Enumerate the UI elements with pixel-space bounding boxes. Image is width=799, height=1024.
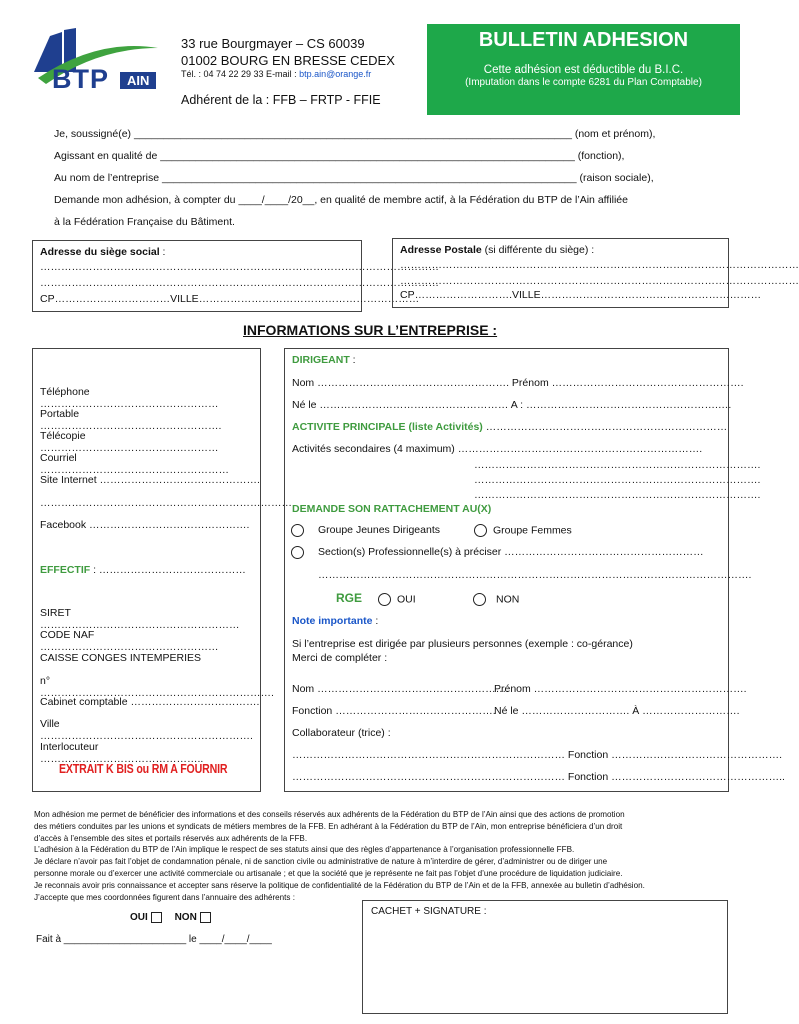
caisse-number-field[interactable]: n° …………………………………………………………. xyxy=(40,675,274,699)
intro-function-line[interactable]: Agissant en qualité de _______________________________________________________________________ (fonction), xyxy=(54,150,625,162)
legal-p2: des métiers conduites par les unions et syndicats de métiers membres de la FFB. En adhérant à la Fédération du BTP de l’Ain, mon entreprise bénéficiera d’un droit xyxy=(34,821,623,831)
siege-line2[interactable]: …………………………………………………………………………………………………… xyxy=(40,277,439,289)
logo-badge: AIN xyxy=(120,72,156,89)
collaborateur-label: Collaborateur (trice) : xyxy=(292,727,391,739)
interlocuteur-field[interactable]: Interlocuteur ……………………………………….. xyxy=(40,741,204,765)
extrait-notice: EXTRAIT K BIS ou RM A FOURNIR xyxy=(59,762,228,776)
annuaire-choice xyxy=(130,912,211,923)
annuaire-oui[interactable]: OUI xyxy=(130,912,162,923)
telephone-field[interactable]: Téléphone …………………………………………… xyxy=(40,386,219,410)
legal-p5: Je déclare n’avoir pas fait l’objet de condamnation pénale, ni de sanction civile ou administrative de nature à m’interdire de gérer, d’administrer ou de diriger une xyxy=(34,857,608,867)
intro-date-line[interactable]: Demande mon adhésion, à compter du ____/____/20__, en qualité de membre actif, à la Fédération du BTP de l’Ain affiliée xyxy=(54,194,628,206)
sections-radio[interactable] xyxy=(291,546,304,559)
logo xyxy=(28,28,163,98)
legal-p3: d’accès à l’ensemble des sites et portails réservés aux adhérents de la FFB. xyxy=(34,833,308,843)
collaborateur-line1[interactable]: …………………………………………………………………… Fonction …………………………………………. xyxy=(292,749,783,761)
activites-secondaires[interactable]: Activités secondaires (4 maximum) ……………………………………………………………. xyxy=(292,443,703,455)
rge-non[interactable]: NON xyxy=(473,593,519,606)
banner-title: BULLETIN ADHESION xyxy=(478,29,689,51)
logo-text: BTP xyxy=(52,64,109,94)
portable-field[interactable]: Portable ……………………………………………. xyxy=(40,408,222,432)
dirigeant-label: DIRIGEANT : xyxy=(292,354,356,366)
signature-label: CACHET + SIGNATURE : xyxy=(371,906,487,917)
postale-line2[interactable]: …………………………………………………………………………………………………… xyxy=(400,275,799,287)
rge-label: RGE xyxy=(336,591,363,605)
contact-line xyxy=(181,69,371,79)
intro-affiliation-line: à la Fédération Française du Bâtiment. xyxy=(54,216,235,228)
jeunes-radio[interactable] xyxy=(291,524,304,537)
left-info-box xyxy=(32,348,292,792)
siege-cp-ville[interactable]: CP……………………………VILLE……………………………………………………… xyxy=(40,293,420,305)
section-title: INFORMATIONS SUR L’ENTREPRISE : xyxy=(243,322,498,338)
right-info-box xyxy=(284,348,785,792)
telecopie-field[interactable]: Télécopie …………………………………………… xyxy=(40,430,219,454)
effectif-field[interactable]: EFFECTIF : …………………………………… xyxy=(40,564,246,576)
femmes-radio[interactable] xyxy=(474,524,487,537)
collaborateur-line2[interactable]: …………………………………………………………………… Fonction ………………………………………….. xyxy=(292,771,785,783)
note-line2: Merci de compléter : xyxy=(292,652,388,664)
banner-line2: (Imputation dans le compte 6281 du Plan Comptable) xyxy=(465,77,702,88)
naf-field[interactable]: CODE NAF …………………………………………… xyxy=(40,629,219,653)
option-sections[interactable]: Section(s) Professionnelle(s) à préciser ………………………………………………… xyxy=(291,546,704,559)
address-line2: 01002 BOURG EN BRESSE CEDEX xyxy=(181,53,395,68)
intro-name-line[interactable]: Je, soussigné(e) ___________________________________________________________________________ (nom et prénom), xyxy=(54,128,656,140)
caisse-label: CAISSE CONGES INTEMPERIES xyxy=(40,652,202,664)
site-field[interactable]: Site Internet ………………………………………. xyxy=(40,474,260,486)
legal-p7: Je reconnais avoir pris connaissance et accepter sans réserve la politique de confidentialité de la Fédération du BTP de l’Ain et de la FFB, annexée au bulletin d’adhésion. xyxy=(34,880,645,890)
postale-box xyxy=(392,238,799,308)
siege-label: Adresse du siège social : xyxy=(40,246,166,258)
rge-oui-radio[interactable] xyxy=(378,593,391,606)
codirigeant-fonction[interactable]: Fonction ………………………………………. xyxy=(292,705,496,717)
annuaire-non-checkbox[interactable] xyxy=(200,912,211,923)
secondaire-line3[interactable]: ………………………………………………………………………. xyxy=(474,489,761,501)
note-label: Note importante : xyxy=(292,615,379,627)
fait-a-line[interactable]: Fait à ______________________ le ____/____/____ xyxy=(36,934,272,945)
dirigeant-nom-prenom[interactable]: Nom ………………………………………………. Prénom ………………………………………………. xyxy=(292,377,744,389)
site-extra-line[interactable]: ……………………………………………………………… xyxy=(40,497,292,509)
secondaire-line2[interactable]: ………………………………………………………………………. xyxy=(474,474,761,486)
codirigeant-ne-le[interactable]: Né le …………………………. À ………………………. xyxy=(494,705,740,717)
ville-field[interactable]: Ville ……………………………………………………. xyxy=(40,718,253,742)
membership: Adhérent de la : FFB – FRTP - FFIE xyxy=(181,93,381,107)
legal-p1: Mon adhésion me permet de bénéficier des informations et des conseils réservés aux adhérents de la Fédération du BTP de l’Ain ainsi que des actions de promotion xyxy=(34,810,625,819)
rattachement-label: DEMANDE SON RATTACHEMENT AU(X) xyxy=(292,503,492,515)
banner xyxy=(427,24,740,115)
postale-line1[interactable]: …………………………………………………………………………………………………… xyxy=(400,259,799,271)
note-line1: Si l’entreprise est dirigée par plusieurs personnes (exemple : co-gérance) xyxy=(292,638,633,650)
cabinet-field[interactable]: Cabinet comptable ………………………………. xyxy=(40,696,260,708)
postale-label: Adresse Postale (si différente du siège) : xyxy=(400,244,595,256)
courriel-field[interactable]: Courriel ……………………………………………… xyxy=(40,452,229,476)
siret-field[interactable]: SIRET ………………………………………………… xyxy=(40,607,240,631)
codirigeant-prenom[interactable]: Prénom ……………………………………………………. xyxy=(494,683,747,695)
annuaire-oui-checkbox[interactable] xyxy=(151,912,162,923)
annuaire-non[interactable]: NON xyxy=(175,912,211,923)
siege-box xyxy=(32,240,439,312)
intro-company-line[interactable]: Au nom de l’entreprise _______________________________________________________________________ (raison sociale), xyxy=(54,172,654,184)
postale-cp-ville[interactable]: CP……………………….VILLE……………………………………………………… xyxy=(400,289,762,301)
address-line1: 33 rue Bourgmayer – CS 60039 xyxy=(181,36,365,51)
legal-p4: L’adhésion à la Fédération du BTP de l’Ain implique le respect de ses statuts ainsi que des règles d’appartenance à l’organisation professionnelle FFB. xyxy=(34,845,575,855)
banner-line1: Cette adhésion est déductible du B.I.C. xyxy=(483,64,684,76)
legal-p8: J’accepte que mes coordonnées figurent dans l’annuaire des adhérents : xyxy=(34,892,295,902)
facebook-field[interactable]: Facebook ………………………………………. xyxy=(40,519,250,531)
option-jeunes-dirigeants[interactable]: Groupe Jeunes Dirigeants xyxy=(291,524,440,537)
signature-box[interactable] xyxy=(362,900,728,1014)
siege-line1[interactable]: …………………………………………………………………………………………………… xyxy=(40,261,439,273)
legal-text xyxy=(34,809,739,903)
dirigeant-ne-le[interactable]: Né le ……………………………………………… A : ……………………………………………….…. xyxy=(292,399,732,411)
legal-p6: personne morale ou d’exercer une activité commerciale ou artisanale ; et que la société que je représente ne fait pas l’objet d’une procédure de liquidation judiciaire. xyxy=(34,868,623,878)
rge-non-radio[interactable] xyxy=(473,593,486,606)
email-link[interactable]: btp.ain@orange.fr xyxy=(299,69,372,79)
rge-oui[interactable]: OUI xyxy=(378,593,416,606)
contact-prefix: Tél. : 04 74 22 29 33 E-mail : xyxy=(181,69,300,79)
codirigeant-nom[interactable]: Nom ………………………………………………. xyxy=(292,683,510,695)
sections-extra-line[interactable]: ……………………………………………………………………………………………………………. xyxy=(318,569,752,581)
activite-principale[interactable]: ACTIVITE PRINCIPALE (liste Activités) …………………………………………………………… xyxy=(292,421,728,433)
secondaire-line1[interactable]: ………………………………………………………………………. xyxy=(474,459,761,471)
option-groupe-femmes[interactable]: Groupe Femmes xyxy=(474,524,572,537)
